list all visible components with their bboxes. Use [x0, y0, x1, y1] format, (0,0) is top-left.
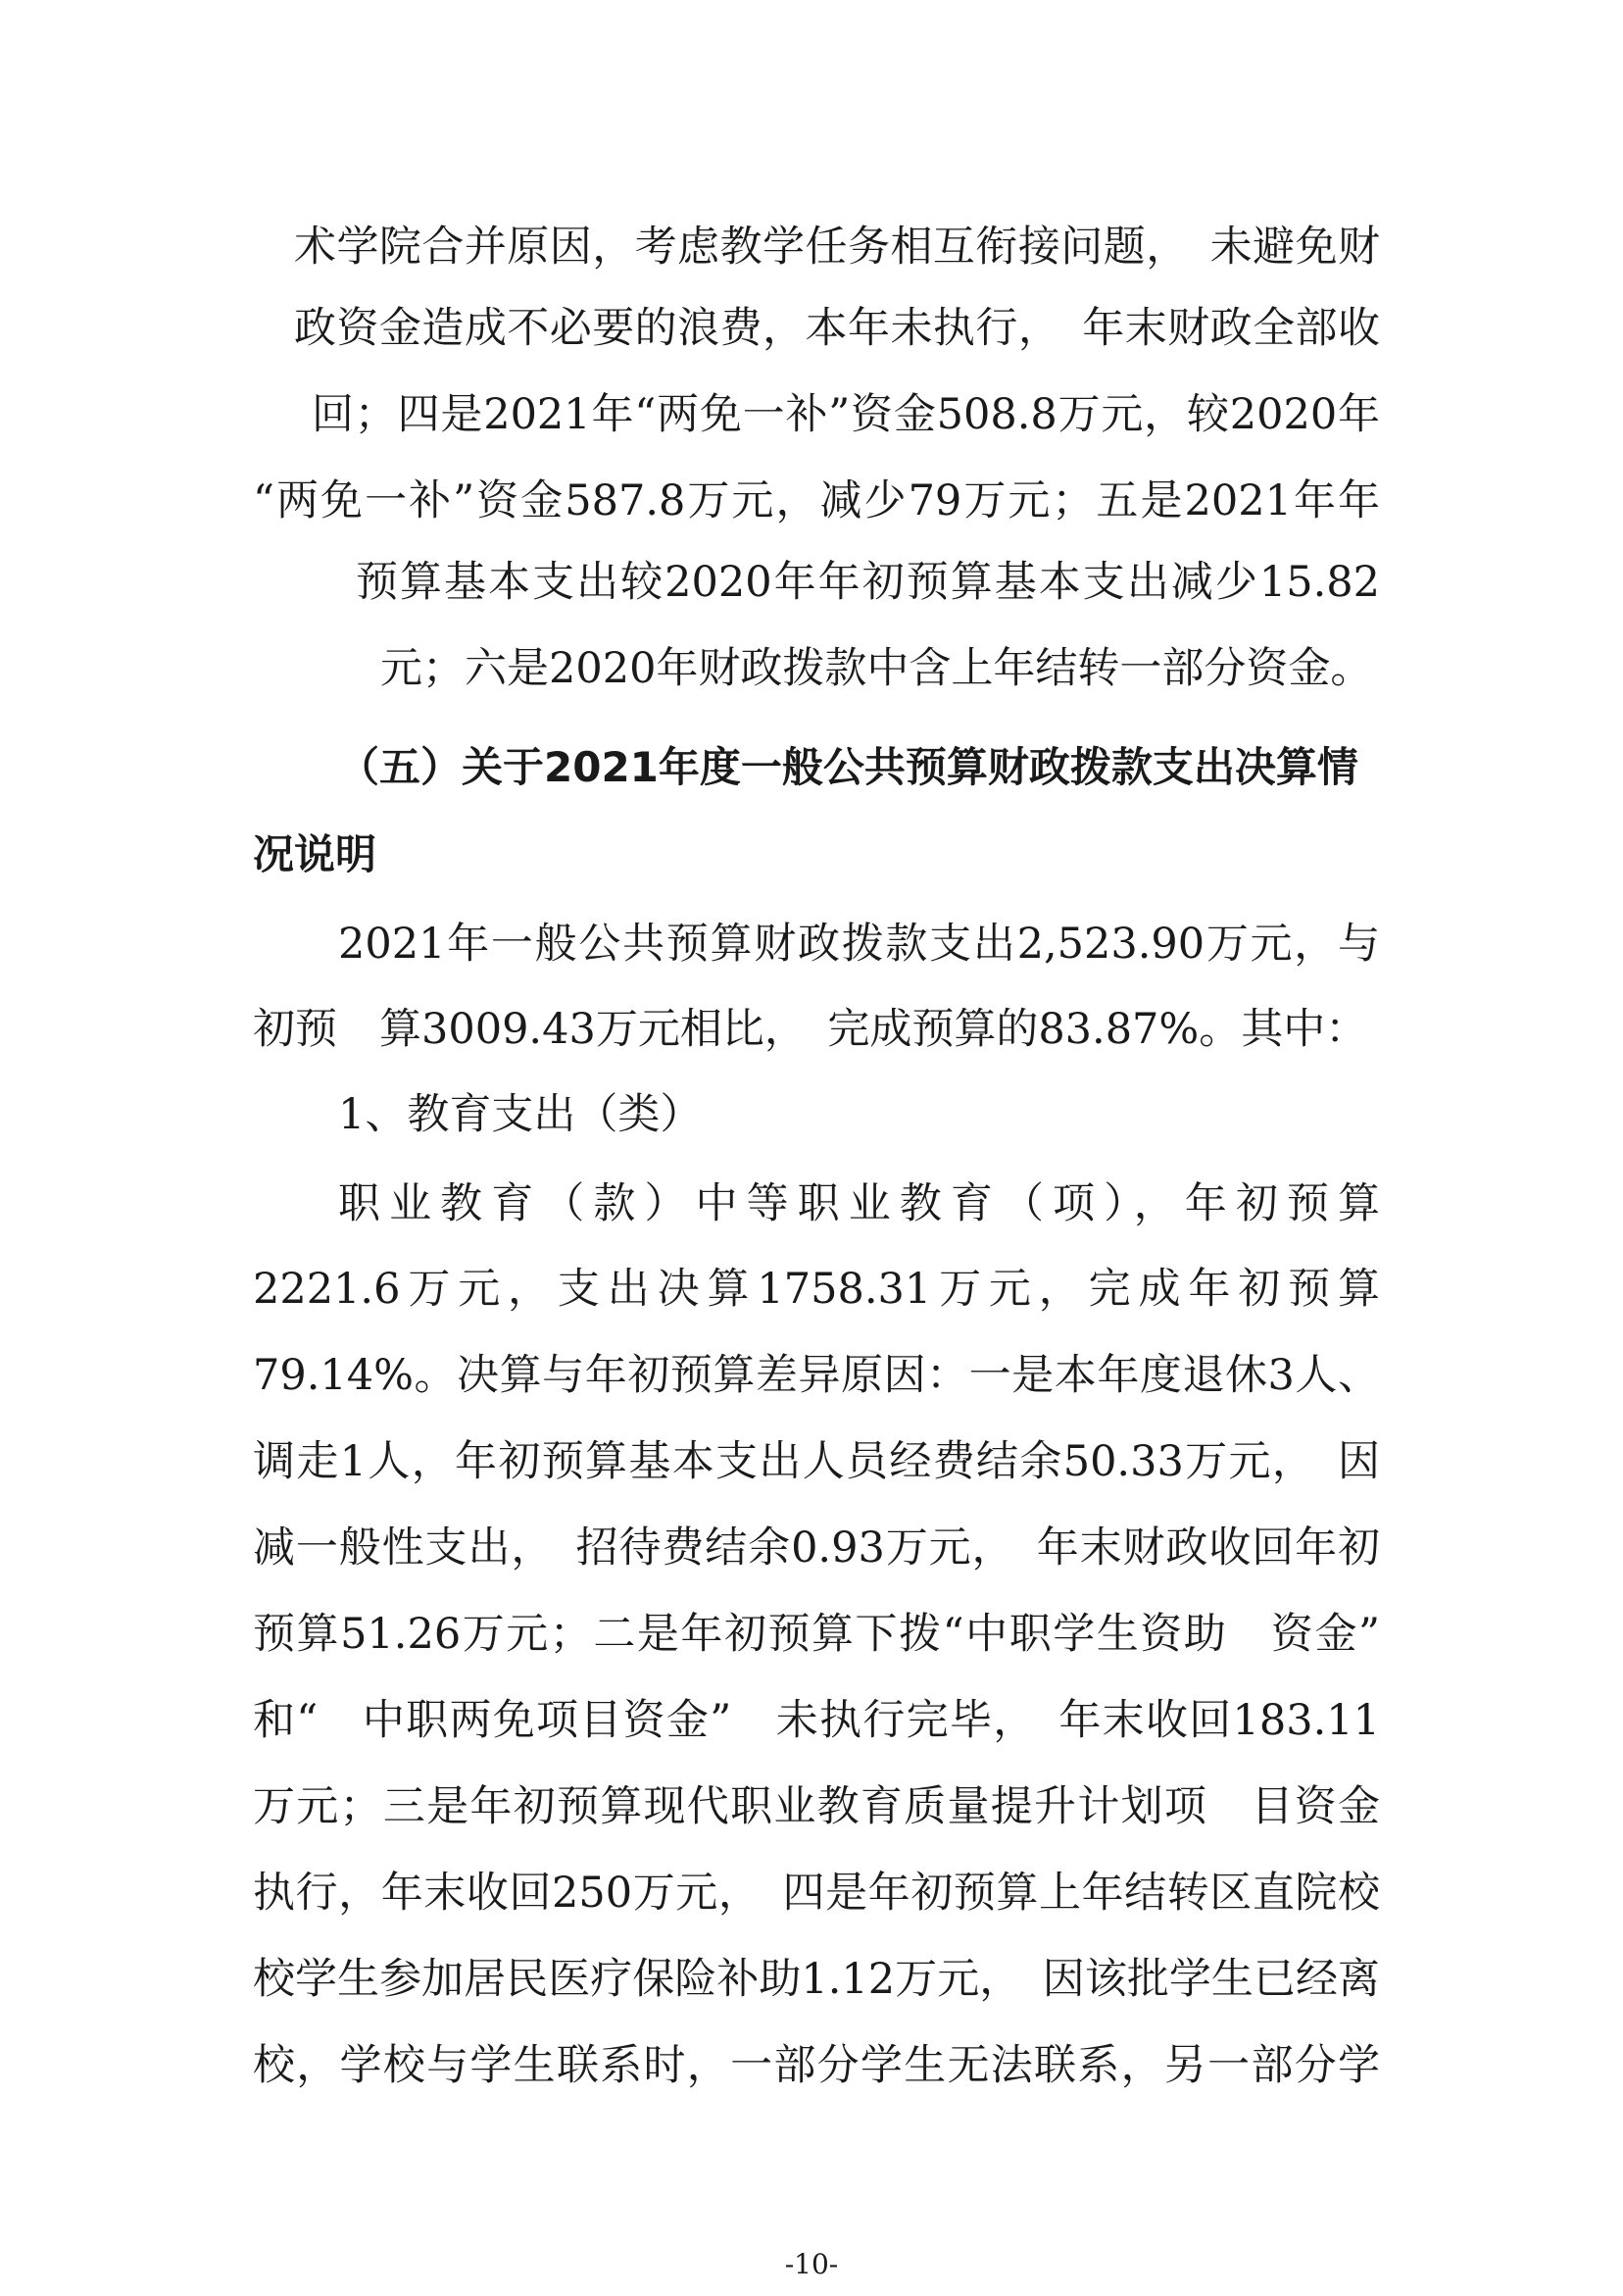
paragraph-line: 元；六是2020年财政拨款中含上年结转一部分资金。 [380, 644, 1373, 693]
section-heading: （五）关于2021年度一般公共预算财政拨款支出决算情 [338, 743, 1358, 791]
paragraph-line: 回；四是2021年“两免一补”资金508.8万元，较2020年 [312, 390, 1380, 439]
paragraph-line: 万元；三是年初预算现代职业教育质量提升计划项 目资金 [253, 1782, 1380, 1831]
paragraph-line: 预算51.26万元；二是年初预算下拨“中职学生资助 资金” [253, 1610, 1380, 1659]
section-heading-continued: 况说明 [253, 830, 377, 878]
paragraph-line: 减一般性支出， 招待费结余0.93万元， 年末财政收回年初 [253, 1523, 1380, 1572]
paragraph-line: 术学院合并原因，考虑教学任务相互衔接问题， 未避免财 [294, 223, 1380, 272]
paragraph-line: 职业教育（款）中等职业教育（项），年初预算 [338, 1179, 1380, 1228]
paragraph-line: “两免一补”资金587.8万元，减少79万元；五是2021年年 [253, 476, 1380, 525]
page-number: -10- [784, 2248, 839, 2280]
paragraph-line: 79.14%。决算与年初预算差异原因：一是本年度退休3人、 [253, 1351, 1380, 1400]
paragraph-line: 初预 算3009.43万元相比， 完成预算的83.87%。其中： [253, 1005, 1368, 1054]
paragraph-line: 和“ 中职两免项目资金” 未执行完毕， 年末收回183.11 [253, 1696, 1380, 1745]
paragraph-line: 政资金造成不必要的浪费，本年未执行， 年末财政全部收 [294, 304, 1380, 353]
paragraph-line: 校学生参加居民医疗保险补助1.12万元， 因该批学生已经离 [253, 1955, 1380, 2004]
paragraph-line: 预算基本支出较2020年年初预算基本支出减少15.82 [356, 558, 1380, 607]
paragraph-line: 2221.6万元，支出决算1758.31万元，完成年初预算 [253, 1265, 1380, 1314]
subsection-heading: 1、教育支出（类） [338, 1090, 703, 1139]
paragraph-line: 执行，年末收回250万元， 四是年初预算上年结转区直院校 [253, 1869, 1380, 1918]
paragraph-line: 2021年一般公共预算财政拨款支出2,523.90万元，与 [338, 920, 1380, 969]
paragraph-line: 调走1人，年初预算基本支出人员经费结余50.33万元， 因 [253, 1437, 1380, 1486]
paragraph-line: 校，学校与学生联系时，一部分学生无法联系，另一部分学 [253, 2041, 1380, 2090]
